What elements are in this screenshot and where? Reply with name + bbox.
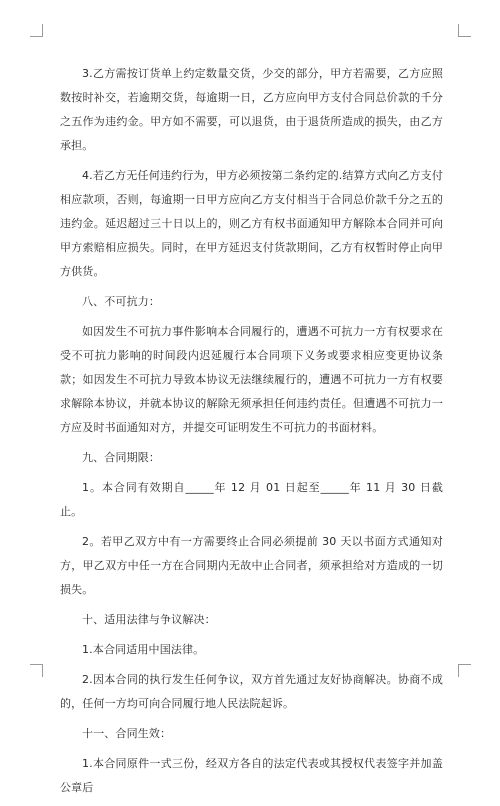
crop-mark-bottom-left bbox=[30, 664, 43, 677]
heading-governing-law: 十、适用法律与争议解决： bbox=[82, 613, 216, 626]
heading-force-majeure: 八、不可抗力： bbox=[82, 295, 161, 308]
clause-4-late-payment: 4.若乙方无任何违约行为，甲方必须按第二条约定的.结算方式向乙方支付相应款项，否则，每逾期一日甲方应向乙方支付相当于合同总价款千分之五的违约金。延迟超过三十日以上的，则乙方有权书面通知甲方解除本合同并可向甲方索赔相应损失。同时，在甲方延迟支付货款期间，乙方有权暂时停止向甲方供货。 bbox=[60, 169, 443, 278]
law-clause-1: 1.本合同适用中国法律。 bbox=[82, 643, 205, 656]
term-clause-2: 2。若甲乙双方中有一方需要终止合同必须提前 30 天以书面方式通知对方，甲乙双方中任一方在合同期内无故中止合同者，须承担给对方造成的一切损失。 bbox=[60, 535, 443, 596]
crop-mark-bottom-right bbox=[458, 664, 471, 677]
heading-contract-term: 九、合同期限： bbox=[82, 451, 161, 464]
term-clause-1: 1。本合同有效期自_____年 12 月 01 日起至_____年 11 月 30 日截止。 bbox=[60, 481, 443, 518]
document-page bbox=[60, 62, 443, 806]
clause-3-late-delivery: 3.乙方需按订货单上约定数量交货，少交的部分，甲方若需要，乙方应照数按时补交，若逾期交货，每逾期一日，乙方应向甲方支付合同总价款的千分之五作为违约金。甲方如不需要，可以退货，由于退货所造成的损失，由乙方承担。 bbox=[60, 67, 443, 152]
force-majeure-text: 如因发生不可抗力事件影响本合同履行的，遭遇不可抗力一方有权要求在受不可抗力影响的时间段内迟延履行本合同项下义务或要求相应变更协议条款；如因发生不可抗力导致本协议无法继续履行的，遭遇不可抗力一方有权要求解除本协议，并就本协议的解除无须承担任何违约责任。但遭遇不可抗力一方应及时书面通知对方，并提交可证明发生不可抗力的书面材料。 bbox=[60, 325, 443, 434]
effectiveness-clause-1: 1.本合同原件一式三份，经双方各自的法定代表或其授权代表签字并加盖公章后 bbox=[60, 757, 443, 794]
crop-mark-top-right bbox=[458, 24, 471, 37]
law-clause-2: 2.因本合同的执行发生任何争议，双方首先通过友好协商解决。协商不成的，任何一方均可向合同履行地人民法院起诉。 bbox=[60, 673, 443, 710]
crop-mark-top-left bbox=[30, 24, 43, 37]
heading-effectiveness: 十一、合同生效： bbox=[82, 727, 172, 740]
